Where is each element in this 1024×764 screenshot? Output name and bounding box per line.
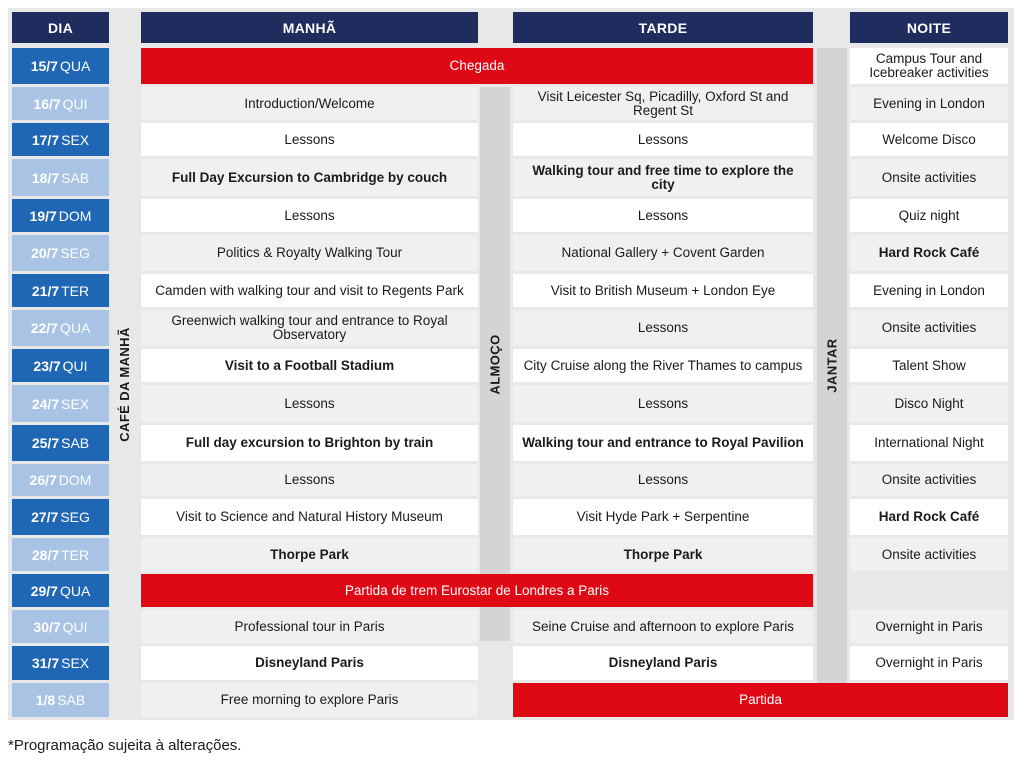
manha-cell: Politics & Royalty Walking Tour: [141, 235, 478, 271]
day-weekday: SAB: [61, 169, 90, 186]
manha-cell: Lessons: [141, 199, 478, 232]
cafe-da-manha-column: [110, 48, 139, 720]
tarde-cell: Lessons: [513, 310, 813, 346]
day-cell: [12, 610, 109, 643]
manha-cell: Lessons: [141, 464, 478, 496]
noite-cell: Onsite activities: [850, 538, 1008, 571]
day-cell: [12, 199, 109, 232]
tarde-cell: Lessons: [513, 385, 813, 422]
day-weekday: SEG: [60, 245, 90, 261]
manha-cell: Camden with walking tour and visit to Regents Park: [141, 274, 478, 307]
day-weekday: QUI: [62, 95, 88, 112]
manha-cell: Lessons: [141, 385, 478, 422]
red-banner: Partida: [513, 683, 1008, 717]
noite-cell: Onsite activities: [850, 310, 1008, 346]
day-cell: [12, 159, 109, 196]
day-date: 21/7: [31, 282, 60, 299]
jantar-column: [817, 48, 847, 683]
day-date: 22/7: [30, 320, 58, 336]
header-noite: NOITE: [850, 12, 1008, 43]
day-date: 16/7: [33, 95, 61, 112]
tarde-cell: Walking tour and entrance to Royal Pavilion: [513, 425, 813, 461]
red-banner: Partida de trem Eurostar de Londres a Paris: [141, 574, 813, 607]
day-date: 26/7: [29, 472, 57, 488]
day-weekday: TER: [61, 282, 90, 299]
noite-cell: Welcome Disco: [850, 123, 1008, 156]
day-weekday: DOM: [58, 472, 92, 488]
day-date: 24/7: [31, 395, 60, 412]
tarde-cell: Disneyland Paris: [513, 646, 813, 680]
red-banner: Chegada: [141, 48, 813, 84]
manha-cell: Lessons: [141, 123, 478, 156]
day-date: 18/7: [31, 169, 60, 186]
day-weekday: TER: [61, 546, 90, 563]
noite-cell: International Night: [850, 425, 1008, 461]
day-weekday: QUA: [59, 320, 91, 336]
manha-cell: Full Day Excursion to Cambridge by couch: [141, 159, 478, 196]
day-cell: [12, 538, 109, 571]
day-weekday: SEG: [60, 509, 90, 525]
footnote: *Programação sujeita à alterações.: [8, 737, 242, 754]
day-date: 17/7: [31, 131, 60, 148]
day-cell: [12, 464, 109, 496]
day-cell: [12, 48, 109, 84]
noite-cell: Disco Night: [850, 385, 1008, 422]
noite-cell: Evening in London: [850, 87, 1008, 120]
noite-cell: Talent Show: [850, 349, 1008, 382]
manha-cell: Professional tour in Paris: [141, 610, 478, 643]
day-weekday: SEX: [61, 131, 90, 148]
almoco-column: [480, 87, 510, 641]
noite-cell: Onsite activities: [850, 159, 1008, 196]
day-date: 23/7: [33, 357, 61, 374]
day-cell: [12, 274, 109, 307]
day-cell: [12, 683, 109, 717]
day-date: 28/7: [31, 546, 60, 563]
day-weekday: QUI: [62, 357, 88, 374]
day-cell: [12, 235, 109, 271]
tarde-cell: Visit Leicester Sq, Picadilly, Oxford St and Regent St: [513, 87, 813, 120]
tarde-cell: City Cruise along the River Thames to campus: [513, 349, 813, 382]
jantar-label: JANTAR: [824, 338, 840, 393]
day-cell: [12, 310, 109, 346]
tarde-cell: Seine Cruise and afternoon to explore Paris: [513, 610, 813, 643]
manha-cell: Full day excursion to Brighton by train: [141, 425, 478, 461]
day-date: 19/7: [29, 207, 57, 224]
header-tarde: TARDE: [513, 12, 813, 43]
noite-cell: Onsite activities: [850, 464, 1008, 496]
noite-cell: Hard Rock Café: [850, 499, 1008, 535]
day-cell: [12, 349, 109, 382]
day-date: 31/7: [31, 655, 60, 671]
noite-cell: Hard Rock Café: [850, 235, 1008, 271]
day-cell: [12, 574, 109, 607]
tarde-cell: Visit Hyde Park + Serpentine: [513, 499, 813, 535]
manha-cell: Greenwich walking tour and entrance to Royal Observatory: [141, 310, 478, 346]
day-date: 27/7: [31, 509, 59, 525]
manha-cell: Visit to a Football Stadium: [141, 349, 478, 382]
manha-cell: Thorpe Park: [141, 538, 478, 571]
day-cell: [12, 499, 109, 535]
day-weekday: SAB: [57, 692, 86, 708]
day-weekday: QUA: [59, 582, 91, 599]
header-dia: DIA: [12, 12, 109, 43]
day-date: 30/7: [33, 618, 61, 635]
noite-cell: Campus Tour and Icebreaker activities: [850, 48, 1008, 84]
day-cell: [12, 87, 109, 120]
day-weekday: SEX: [61, 395, 90, 412]
tarde-cell: Walking tour and free time to explore the city: [513, 159, 813, 196]
day-date: 25/7: [31, 435, 60, 451]
day-weekday: SEX: [61, 655, 90, 671]
day-weekday: DOM: [58, 207, 92, 224]
day-date: 15/7: [30, 58, 58, 74]
tarde-cell: Lessons: [513, 123, 813, 156]
day-date: 29/7: [30, 582, 58, 599]
manha-cell: Disneyland Paris: [141, 646, 478, 680]
noite-cell: Overnight in Paris: [850, 646, 1008, 680]
header-manha: MANHÃ: [141, 12, 478, 43]
day-cell: [12, 385, 109, 422]
cafe-da-manha-label: CAFÉ DA MANHÃ: [117, 326, 132, 442]
tarde-cell: Lessons: [513, 199, 813, 232]
noite-cell: Evening in London: [850, 274, 1008, 307]
tarde-cell: National Gallery + Covent Garden: [513, 235, 813, 271]
almoco-label: ALMOÇO: [487, 333, 503, 395]
manha-cell: Introduction/Welcome: [141, 87, 478, 120]
manha-cell: Visit to Science and Natural History Museum: [141, 499, 478, 535]
day-cell: [12, 123, 109, 156]
day-weekday: QUA: [59, 58, 91, 74]
day-date: 1/8: [35, 692, 56, 708]
day-cell: [12, 646, 109, 680]
day-weekday: QUI: [62, 618, 88, 635]
tarde-cell: Thorpe Park: [513, 538, 813, 571]
noite-cell: Overnight in Paris: [850, 610, 1008, 643]
tarde-cell: Visit to British Museum + London Eye: [513, 274, 813, 307]
manha-cell: Free morning to explore Paris: [141, 683, 478, 717]
schedule-table: [8, 8, 1014, 720]
day-date: 20/7: [31, 245, 59, 261]
day-weekday: SAB: [61, 435, 90, 451]
noite-cell: Quiz night: [850, 199, 1008, 232]
day-cell: [12, 425, 109, 461]
tarde-cell: Lessons: [513, 464, 813, 496]
